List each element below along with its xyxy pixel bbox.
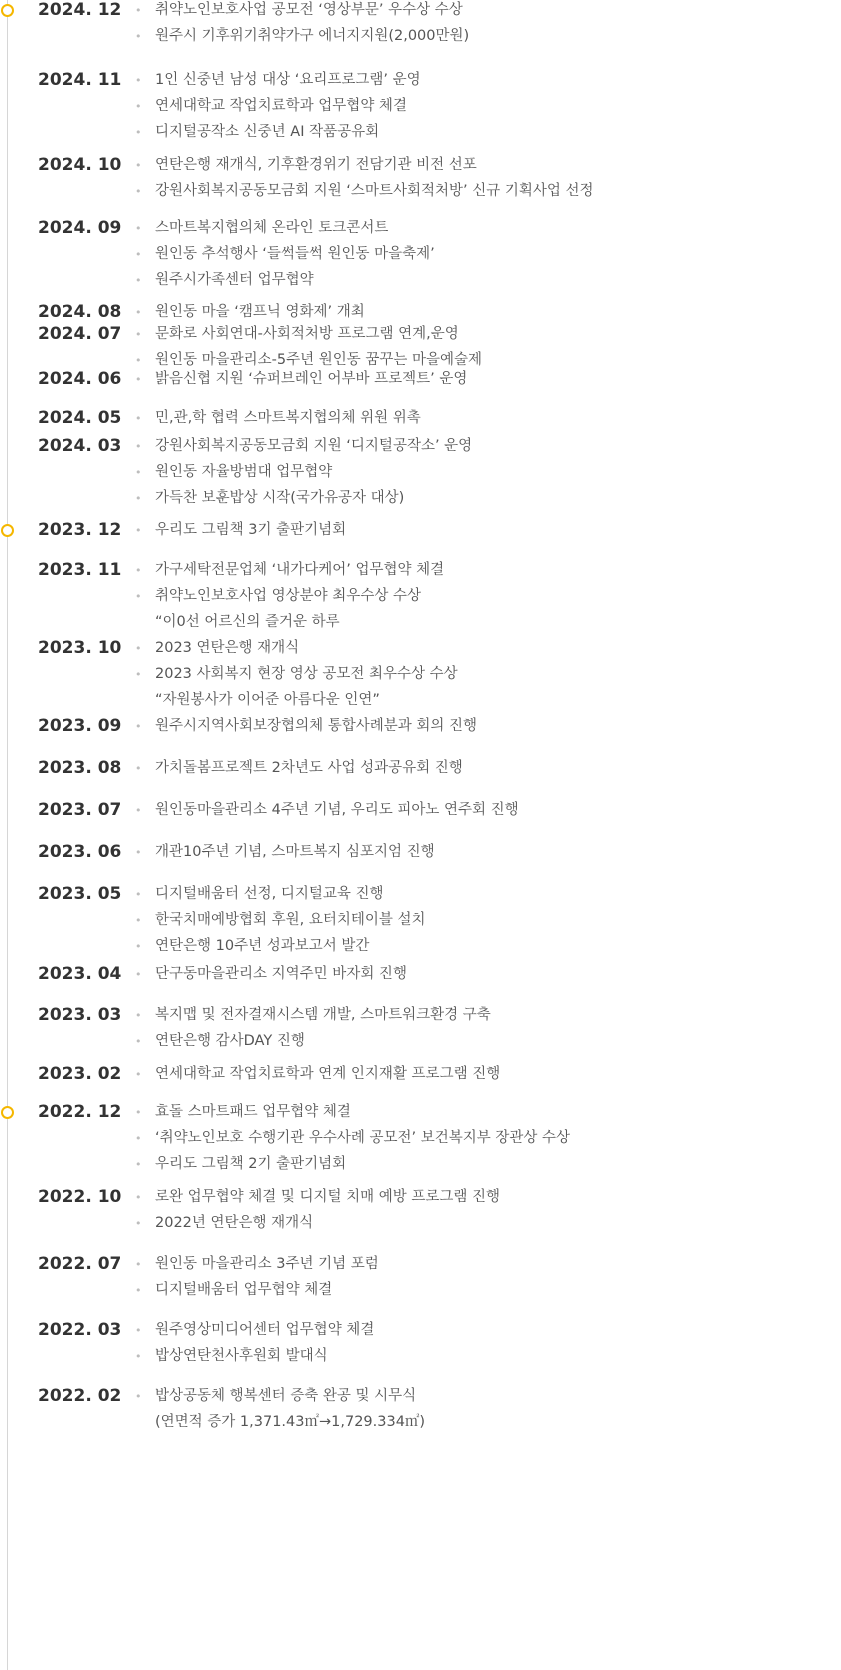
bullet-dot-icon: •	[135, 354, 142, 367]
list-item	[130, 324, 482, 350]
entry-item-list	[130, 1320, 374, 1372]
list-item	[130, 1102, 570, 1128]
bullet-dot-icon: •	[135, 185, 142, 198]
list-item	[130, 1386, 425, 1438]
entry-date: 2023. 06	[38, 842, 122, 862]
item-text: 원주시지역사회보장협의체 통합사례분과 회의 진행	[155, 718, 477, 734]
entry-date: 2023. 10	[38, 638, 122, 658]
item-text: 취약노인보호사업 영상분야 최우수상 수상	[155, 588, 421, 604]
item-text: 원인동 자율방범대 업무협약	[155, 464, 333, 480]
bullet-dot-icon: •	[135, 328, 142, 341]
item-text: 우리도 그림책 3기 출판기념회	[155, 522, 347, 538]
entry-date: 2023. 12	[38, 520, 122, 540]
bullet-dot-icon: •	[135, 1158, 142, 1171]
item-text: 복지맵 및 전자결재시스템 개발, 스마트워크환경 구축	[155, 1007, 491, 1023]
bullet-dot-icon: •	[135, 940, 142, 953]
item-text: 원인동 마을관리소 3주년 기념 포럼	[155, 1256, 379, 1272]
list-item	[130, 842, 435, 868]
item-text: 원주영상미디어센터 업무협약 체결	[155, 1322, 375, 1338]
entry-date: 2023. 02	[38, 1064, 122, 1084]
bullet-dot-icon: •	[135, 1035, 142, 1048]
entry-item-list	[130, 1187, 500, 1239]
bullet-dot-icon: •	[135, 222, 142, 235]
entry-date: 2023. 03	[38, 1005, 122, 1025]
list-item	[130, 70, 421, 96]
entry-item-list	[130, 560, 444, 638]
bullet-dot-icon: •	[135, 159, 142, 172]
item-text: 원인동마을관리소 4주년 기념, 우리도 피아노 연주회 진행	[155, 802, 519, 818]
list-item	[130, 270, 435, 296]
item-subtext: (연면적 증가 1,371.43㎡→1,729.334㎡)	[155, 1414, 426, 1430]
bullet-dot-icon: •	[135, 274, 142, 287]
bullet-dot-icon: •	[135, 968, 142, 981]
bullet-dot-icon: •	[135, 668, 142, 681]
bullet-dot-icon: •	[135, 1258, 142, 1271]
entry-item-list	[130, 520, 346, 546]
entry-date: 2023. 08	[38, 758, 122, 778]
item-text: 한국치매예방협회 후원, 요터치테이블 설치	[155, 912, 426, 928]
entry-date: 2023. 05	[38, 884, 122, 904]
list-item	[130, 910, 426, 936]
item-text: 취약노인보호사업 공모전 ‘영상부문’ 우수상 수상	[155, 2, 463, 18]
list-item	[130, 1320, 374, 1346]
item-text: 밥상공동체 행복센터 증축 완공 및 시무식	[155, 1388, 417, 1404]
entry-item-list	[130, 964, 407, 990]
item-text: 스마트복지협의체 온라인 토크콘서트	[155, 220, 389, 236]
item-text: 원주시 기후위기취약가구 에너지지원(2,000만원)	[155, 28, 470, 44]
entry-date: 2024. 07	[38, 324, 122, 344]
item-text: 연세대학교 작업치료학과 연계 인지재활 프로그램 진행	[155, 1066, 501, 1082]
entry-date: 2024. 06	[38, 369, 122, 389]
item-text: 원인동 마을 ‘캠프닉 영화제’ 개최	[155, 304, 365, 320]
item-text: 밥상연탄천사후원회 발대식	[155, 1348, 328, 1364]
item-text: 디지털공작소 신중년 AI 작품공유회	[155, 124, 380, 140]
list-item	[130, 181, 593, 207]
year-marker-icon	[1, 1106, 14, 1119]
list-item	[130, 1064, 500, 1090]
bullet-dot-icon: •	[135, 914, 142, 927]
bullet-dot-icon: •	[135, 804, 142, 817]
entry-item-list	[130, 842, 435, 868]
entry-date: 2024. 08	[38, 302, 122, 322]
entry-date: 2022. 07	[38, 1254, 122, 1274]
list-item	[130, 1213, 500, 1239]
item-text: 1인 신중년 남성 대상 ‘요리프로그램’ 운영	[155, 72, 421, 88]
item-text: 연탄은행 10주년 성과보고서 발간	[155, 938, 370, 954]
bullet-dot-icon: •	[135, 4, 142, 17]
bullet-dot-icon: •	[135, 412, 142, 425]
entry-item-list	[130, 436, 472, 514]
list-item	[130, 155, 593, 181]
entry-date: 2024. 11	[38, 70, 122, 90]
entry-item-list	[130, 1064, 500, 1090]
item-text: 로완 업무협약 체결 및 디지털 치매 예방 프로그램 진행	[155, 1189, 501, 1205]
timeline-rail	[7, 0, 8, 1670]
list-item	[130, 716, 477, 742]
item-text: 개관10주년 기념, 스마트복지 심포지엄 진행	[155, 844, 435, 860]
list-item	[130, 964, 407, 990]
list-item	[130, 244, 435, 270]
list-item	[130, 520, 346, 546]
entry-date: 2024. 05	[38, 408, 122, 428]
item-text: 디지털배움터 선정, 디지털교육 진행	[155, 886, 384, 902]
bullet-dot-icon: •	[135, 1106, 142, 1119]
list-item	[130, 408, 421, 434]
item-subtext: “이0선 어르신의 즐거운 하루	[155, 614, 340, 630]
bullet-dot-icon: •	[135, 1068, 142, 1081]
entry-item-list	[130, 0, 469, 52]
list-item	[130, 369, 467, 395]
list-item	[130, 1280, 379, 1306]
bullet-dot-icon: •	[135, 720, 142, 733]
bullet-dot-icon: •	[135, 248, 142, 261]
bullet-dot-icon: •	[135, 100, 142, 113]
entry-date: 2024. 03	[38, 436, 122, 456]
item-text: 연탄은행 감사DAY 진행	[155, 1033, 305, 1049]
list-item	[130, 0, 469, 26]
item-text: 연탄은행 재개식, 기후환경위기 전담기관 비전 선포	[155, 157, 477, 173]
bullet-dot-icon: •	[135, 590, 142, 603]
entry-date: 2024. 09	[38, 218, 122, 238]
item-text: 강원사회복지공동모금회 지원 ‘스마트사회적처방’ 신규 기획사업 선정	[155, 183, 594, 199]
item-text: 효돌 스마트패드 업무협약 체결	[155, 1104, 351, 1120]
entry-date: 2022. 02	[38, 1386, 122, 1406]
item-text: 원주시가족센터 업무협약	[155, 272, 314, 288]
entry-item-list	[130, 218, 435, 296]
item-text: 가치돌봄프로젝트 2차년도 사업 성과공유회 진행	[155, 760, 463, 776]
entry-item-list	[130, 1254, 379, 1306]
entry-item-list	[130, 1386, 425, 1438]
list-item	[130, 664, 458, 716]
list-item	[130, 218, 435, 244]
bullet-dot-icon: •	[135, 126, 142, 139]
entry-date: 2022. 10	[38, 1187, 122, 1207]
item-text: 가구세탁전문업체 ‘내가다케어’ 업무협약 체결	[155, 562, 445, 578]
entry-item-list	[130, 155, 593, 207]
bullet-dot-icon: •	[135, 524, 142, 537]
entry-item-list	[130, 716, 477, 742]
bullet-dot-icon: •	[135, 1191, 142, 1204]
item-text: 가득찬 보훈밥상 시작(국가유공자 대상)	[155, 490, 405, 506]
entry-item-list	[130, 638, 458, 716]
item-text: ‘취약노인보호 수행기관 우수사례 공모전’ 보건복지부 장관상 수상	[155, 1130, 571, 1146]
bullet-dot-icon: •	[135, 762, 142, 775]
list-item	[130, 122, 421, 148]
entry-item-list	[130, 884, 426, 962]
bullet-dot-icon: •	[135, 564, 142, 577]
entry-date: 2022. 12	[38, 1102, 122, 1122]
list-item	[130, 1254, 379, 1280]
bullet-dot-icon: •	[135, 642, 142, 655]
item-text: 문화로 사회연대-사회적처방 프로그램 연계,운영	[155, 326, 459, 342]
list-item	[130, 1154, 570, 1180]
bullet-dot-icon: •	[135, 1350, 142, 1363]
entry-item-list	[130, 70, 421, 148]
entry-date: 2023. 04	[38, 964, 122, 984]
bullet-dot-icon: •	[135, 30, 142, 43]
list-item	[130, 1346, 374, 1372]
item-text: 연세대학교 작업치료학과 업무협약 체결	[155, 98, 407, 114]
list-item	[130, 638, 458, 664]
item-text: 민,관,학 협력 스마트복지협의체 위원 위촉	[155, 410, 421, 426]
entry-item-list	[130, 758, 463, 784]
entry-date: 2024. 10	[38, 155, 122, 175]
list-item	[130, 586, 444, 638]
item-subtext: “자원봉사가 이어준 아름다운 인연”	[155, 692, 380, 708]
item-text: 원인동 추석행사 ‘들썩들썩 원인동 마을축제’	[155, 246, 435, 262]
list-item	[130, 1128, 570, 1154]
bullet-dot-icon: •	[135, 888, 142, 901]
bullet-dot-icon: •	[135, 306, 142, 319]
entry-item-list	[130, 1005, 491, 1057]
bullet-dot-icon: •	[135, 1217, 142, 1230]
item-text: 디지털배움터 업무협약 체결	[155, 1282, 333, 1298]
year-marker-icon	[1, 524, 14, 537]
bullet-dot-icon: •	[135, 1132, 142, 1145]
item-text: 단구동마을관리소 지역주민 바자회 진행	[155, 966, 407, 982]
list-item	[130, 488, 472, 514]
list-item	[130, 884, 426, 910]
item-text: 밝음신협 지원 ‘슈퍼브레인 어부바 프로젝트’ 운영	[155, 371, 468, 387]
list-item	[130, 758, 463, 784]
bullet-dot-icon: •	[135, 1324, 142, 1337]
list-item	[130, 800, 519, 826]
list-item	[130, 560, 444, 586]
list-item	[130, 1187, 500, 1213]
bullet-dot-icon: •	[135, 466, 142, 479]
bullet-dot-icon: •	[135, 74, 142, 87]
bullet-dot-icon: •	[135, 373, 142, 386]
item-text: 2023 연탄은행 재개식	[155, 640, 300, 656]
entry-item-list	[130, 408, 421, 434]
entry-date: 2022. 03	[38, 1320, 122, 1340]
item-text: 2022년 연탄은행 재개식	[155, 1215, 314, 1231]
bullet-dot-icon: •	[135, 440, 142, 453]
list-item	[130, 26, 469, 52]
bullet-dot-icon: •	[135, 1009, 142, 1022]
bullet-dot-icon: •	[135, 1284, 142, 1297]
list-item	[130, 462, 472, 488]
entry-date: 2023. 07	[38, 800, 122, 820]
list-item	[130, 96, 421, 122]
entry-item-list	[130, 1102, 570, 1180]
year-marker-icon	[1, 4, 14, 17]
list-item	[130, 1005, 491, 1031]
bullet-dot-icon: •	[135, 846, 142, 859]
item-text: 강원사회복지공동모금회 지원 ‘디지털공작소’ 운영	[155, 438, 473, 454]
list-item	[130, 1031, 491, 1057]
entry-date: 2024. 12	[38, 0, 122, 20]
entry-item-list	[130, 369, 467, 395]
item-text: 원인동 마을관리소-5주년 원인동 꿈꾸는 마을예술제	[155, 352, 483, 368]
entry-date: 2023. 09	[38, 716, 122, 736]
entry-date: 2023. 11	[38, 560, 122, 580]
bullet-dot-icon: •	[135, 1390, 142, 1403]
list-item	[130, 436, 472, 462]
bullet-dot-icon: •	[135, 492, 142, 505]
list-item	[130, 936, 426, 962]
item-text: 우리도 그림책 2기 출판기념회	[155, 1156, 347, 1172]
entry-item-list	[130, 800, 519, 826]
item-text: 2023 사회복지 현장 영상 공모전 최우수상 수상	[155, 666, 458, 682]
